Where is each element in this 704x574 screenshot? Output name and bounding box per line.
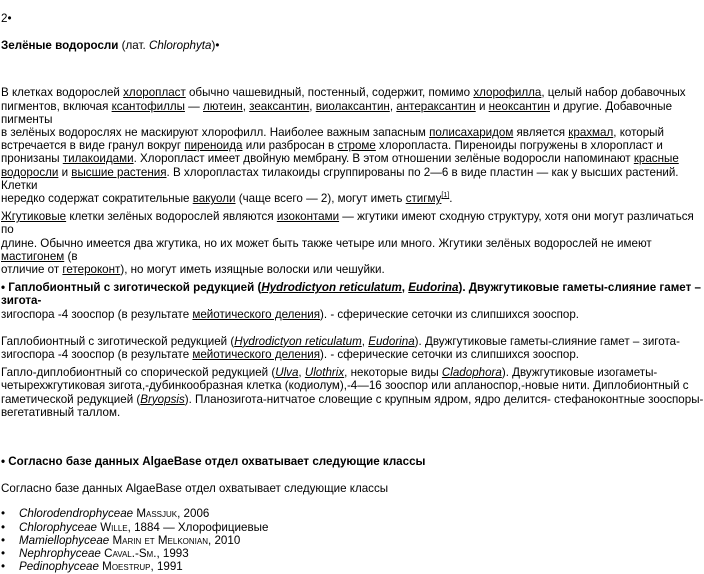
link-red-algae[interactable]: красные [633,152,679,166]
link-starch[interactable]: крахмал [568,126,614,140]
text: В клетках водорослей [1,86,124,100]
link-neoxanthin[interactable]: неоксантин [488,99,550,113]
link-flagellate[interactable]: Жгутиковые [1,210,67,224]
class-name: Chlorodendrophyceae [19,507,134,521]
text: четырехжгутиковая зигота,-дубинкообразная клетка (кодиолум),-4—16 зооспор или апланоспор,-новые нити. Диплобионтный с [1,379,689,393]
paragraph-haplobiont-bold [1,281,704,321]
text: ), но могут иметь изящные волоски или чешуйки. [120,263,385,277]
footnote-ref[interactable]: [1] [441,192,450,200]
title-latin-prefix: (лат. [121,39,146,53]
text: обычно чашевидный, постенный, содержит, помимо [185,86,474,100]
link-higher-plants[interactable]: высшие растения [71,165,167,179]
text: является [513,126,569,140]
text: , целый набор добавочных [541,86,686,100]
text: Гапло-диплобионтный со спорической редукцией ( [1,366,276,380]
class-author: Massjuk [136,507,178,521]
text: и [58,165,72,179]
title-suffix: )• [211,39,220,53]
text: , [298,366,305,380]
class-year: , 1993 [156,547,189,561]
link-bryopsis[interactable]: Bryopsis [140,392,185,406]
text: . [449,192,453,206]
link-cladophora[interactable]: Cladophora [441,366,502,380]
link-ulothrix[interactable]: Ulothrix [304,366,345,380]
text: (чаще всего — 2), могут иметь [235,192,406,206]
class-list [1,507,704,573]
text: , [309,99,316,113]
text: в зелёных водорослях не маскируют хлорофилл. Наиболее важным запасным [1,126,430,140]
link-hydrodictyon[interactable]: Hydrodictyon reticulatum [261,281,402,295]
text: , некоторые виды [344,366,442,380]
title-latin: Chlorophyta [148,39,212,53]
paragraph-haplobiont [1,335,704,361]
text: , который [613,126,664,140]
list-item [18,534,704,547]
link-heterokont[interactable]: гетероконт [62,263,121,277]
class-year: , 2010 [208,533,241,547]
list-item [18,521,704,534]
link-eudorina[interactable]: Eudorina [408,281,459,295]
class-name: Nephrophyceae [19,547,101,561]
paragraph-chloroplast [1,86,704,205]
text: пронизаны [1,152,63,166]
page-title [1,39,704,52]
text: ). - сферические сеточки из слипшихся зооспор. [320,348,580,362]
text: — жгутики имеют сходную структуру, хотя они могут различаться по [1,210,694,237]
class-name: Chlorophyceae [19,520,97,534]
algaebase-text: Согласно базе данных AlgaeBase отдел охватывает следующие классы [1,482,389,496]
title-name: Зелёные водоросли [1,39,119,53]
class-name: Pedinophyceae [19,560,99,574]
text: и [475,99,489,113]
text: ). Двужгутиковые изогаметы- [501,366,658,380]
link-hydrodictyon[interactable]: Hydrodictyon reticulatum [234,334,362,348]
link-chloroplast[interactable]: хлоропласт [123,86,186,100]
text: гаметической редукцией ( [1,392,141,406]
list-item [18,547,704,560]
link-violaxanthin[interactable]: виолаксантин [315,99,390,113]
link-eudorina[interactable]: Eudorina [368,334,415,348]
page-marker: 2• [1,12,12,25]
class-author: Caval.-Sm. [104,547,157,561]
link-mastigonemes[interactable]: мастигонем [1,249,65,263]
link-pyrenoid[interactable]: пиреноида [184,139,243,153]
link-lutein[interactable]: лютеин [203,99,243,113]
text: , [242,99,250,113]
link-meiosis[interactable]: мейотического деления [192,348,321,362]
link-antheraxanthin[interactable]: антераксантин [396,99,476,113]
link-stigma[interactable]: стигму [405,192,442,206]
text: . В хлоропластах тилакоиды сгруппированы по 2—6 в виде пластин — как у высших растений. Клетки [1,165,679,192]
text: отличие от [1,263,63,277]
paragraph-flagella [1,210,704,276]
text: , [401,281,409,295]
class-year: , 1884 [127,520,160,534]
link-meiosis[interactable]: мейотического деления [192,307,321,321]
text: ). Двужгутиковые гаметы-слияние гамет – зигота- [1,281,701,308]
text: пигментов, включая [1,99,112,113]
text: ). - сферические сеточки из слипшихся зооспор. [320,307,580,321]
paragraph-haplo-diplobiont [1,366,704,419]
text: клетки зелёных водорослей являются [66,210,277,224]
class-extra: — Хлорофициевые [159,520,269,534]
class-year: , 1991 [150,560,183,574]
text: , [361,334,369,348]
class-author: Wille [100,520,128,534]
text: — [184,99,203,113]
list-item [18,507,704,520]
class-name: Mamiellophyceae [19,533,110,547]
link-red-algae-2[interactable]: водоросли [1,165,59,179]
text: Гаплобионтный с зиготической редукцией ( [8,281,262,295]
section-heading-algaebase: • Согласно базе данных AlgaeBase отдел охватывает следующие классы [1,455,426,469]
text: вегетативный таллом. [1,405,121,419]
text: и другие. Добавочные пигменты [1,99,673,126]
list-item [18,560,704,573]
text: Гаплобионтный с зиготической редукцией ( [1,334,235,348]
link-vacuoles[interactable]: вакуоли [192,192,236,206]
text: длине. Обычно имеется два жгутика, но их может быть также четыре или много. Жгутики зелёных водорослей не имеют [1,236,652,250]
link-zeaxanthin[interactable]: зеаксантин [249,99,310,113]
text: . Хлоропласт имеет двойную мембрану. В этом отношении зелёные водоросли напоминают [133,152,634,166]
text: (в [64,249,78,263]
bullet-dot: • [1,281,9,295]
link-xanthophylls[interactable]: ксантофиллы [111,99,185,113]
link-chlorophyll[interactable]: хлорофилла [473,86,542,100]
text: встречается в виде гранул вокруг [1,139,185,153]
text: зигоспора -4 зооспор (в результате [1,307,193,321]
class-author: Moestrup [102,560,151,574]
text: зигоспора -4 зооспор (в результате [1,348,193,362]
link-stroma[interactable]: строме [337,139,376,153]
text: хлоропласта. Пиреноиды погружены в хлоропласт и [375,139,663,153]
link-thylakoids[interactable]: тилакоидами [62,152,134,166]
link-ulva[interactable]: Ulva [275,366,299,380]
text: нередко содержат сократительные [1,192,193,206]
link-polysaccharide[interactable]: полисахаридом [429,126,514,140]
class-author: Marin et Melkonian [112,533,209,547]
link-isokont[interactable]: изоконтами [276,210,340,224]
text: или разбросан в [242,139,338,153]
text: ). Планозигота-нитчатое словещие с крупным ядром, ядро делится- стефаноконтные зооспоры- [184,392,704,406]
text: ). Двужгутиковые гаметы-слияние гамет – зигота- [414,334,680,348]
text: , [389,99,397,113]
class-year: , 2006 [177,507,210,521]
